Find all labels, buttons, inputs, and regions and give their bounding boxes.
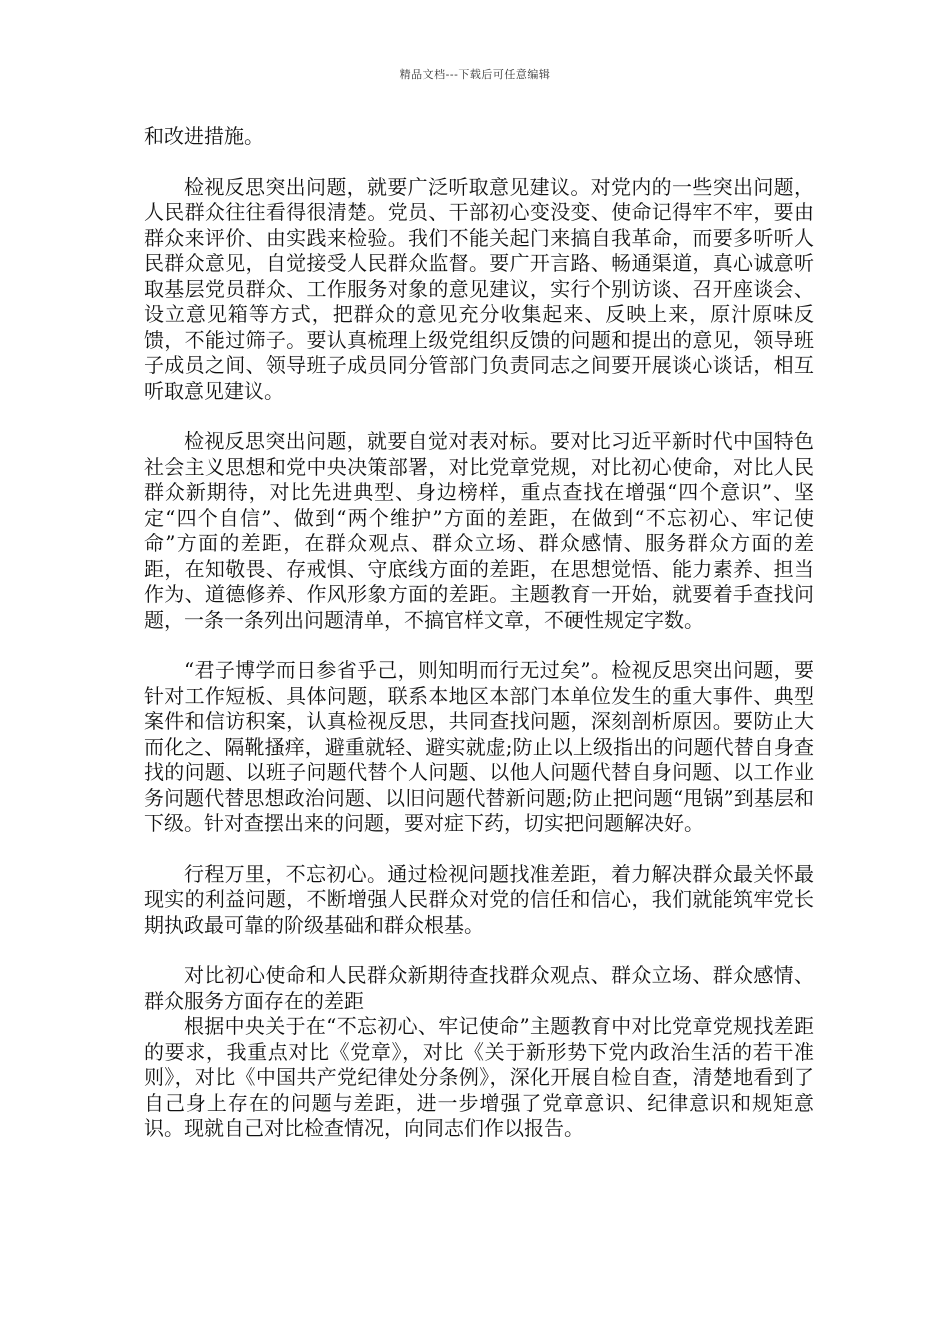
paragraph-benchmarking: 检视反思突出问题，就要自觉对表对标。要对比习近平新时代中国特色社会主义思想和党中央决策部署，对比党章党规，对比初心使命，对比人民群众新期待，对比先进典型、身边榜样，重点查找在增强“四个意识”、坚定“四个自信”、做到“两个维护”方面的差距，在做到“不忘初心、牢记使命”方面的差距，在群众观点、群众立场、群众感情、服务群众方面的差距，在知敬畏、存戒惧、守底线方面的差距，在思想觉悟、能力素养、担当作为、道德修养、作风形象方面的差距。主题教育一开始，就要着手查找问题，一条一条列出问题清单，不搞官样文章，不硬性规定字数。 bbox=[144, 429, 814, 632]
page-header: 精品文档---下载后可任意编辑 bbox=[399, 68, 551, 81]
paragraph-original-aspiration: 行程万里，不忘初心。通过检视问题找准差距，着力解决群众最关怀最现实的利益问题，不断增强人民群众对党的信任和信心，我们就能筑牢党长期执政最可靠的阶级基础和群众根基。 bbox=[144, 861, 814, 937]
paragraph-report-intro: 根据中央关于在“不忘初心、牢记使命”主题教育中对比党章党规找差距的要求，我重点对比《党章》，对比《关于新形势下党内政治生活的若干准则》，对比《中国共产党纪律处分条例》，深化开展自检自查，清楚地看到了自己身上存在的问题与差距，进一步增强了党章意识、纪律意识和规矩意识。现就自己对比检查情况，向同志们作以报告。 bbox=[144, 1014, 814, 1140]
paragraph-continuation: 和改进措施。 bbox=[144, 124, 264, 148]
paragraph-listen-opinions: 检视反思突出问题，就要广泛听取意见建议。对党内的一些突出问题，人民群众往往看得很清楚。党员、干部初心变没变、使命记得牢不牢，要由群众来评价、由实践来检验。我们不能关起门来搞自我革命，而要多听听人民群众意见，自觉接受人民群众监督。要广开言路、畅通渠道，真心诚意听取基层党员群众、工作服务对象的意见建议，实行个别访谈、召开座谈会、设立意见箱等方式，把群众的意见充分收集起来、反映上来，原汁原味反馈，不能过筛子。要认真梳理上级党组织反馈的问题和提出的意见，领导班子成员之间、领导班子成员同分管部门负责同志之间要开展谈心谈话，相互听取意见建议。 bbox=[144, 174, 814, 403]
paragraph-section-title: 对比初心使命和人民群众新期待查找群众观点、群众立场、群众感情、群众服务方面存在的差距 bbox=[144, 963, 814, 1013]
document-body bbox=[144, 124, 814, 1142]
paragraph-self-reflection: “君子博学而日参省乎己，则知明而行无过矣”。检视反思突出问题，要针对工作短板、具体问题，联系本地区本部门本单位发生的重大事件、典型案件和信访积案，认真检视反思，共同查找问题，深刻剖析原因。要防止大而化之、隔靴搔痒，避重就轻、避实就虚;防止以上级指出的问题代替自身查找的问题、以班子问题代替个人问题、以他人问题代替自身问题、以工作业务问题代替思想政治问题、以旧问题代替新问题;防止把问题“甩锅”到基层和下级。针对查摆出来的问题，要对症下药，切实把问题解决好。 bbox=[144, 658, 814, 835]
